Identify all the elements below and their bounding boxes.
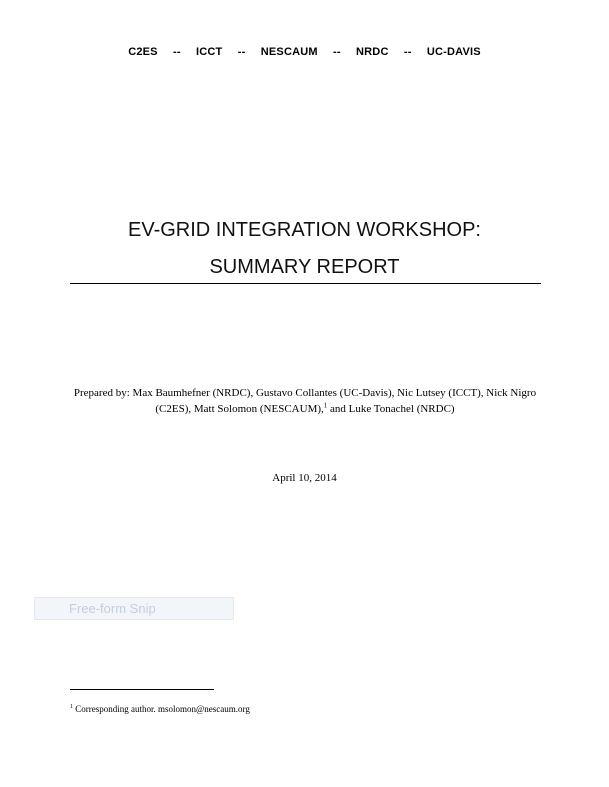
org-separator: -- xyxy=(333,46,341,58)
prepared-by-authors: (C2ES), Matt Solomon (NESCAUM), xyxy=(155,403,324,415)
footnote-divider xyxy=(70,689,214,690)
org-separator: -- xyxy=(237,46,246,58)
footnote-reference: 1 xyxy=(323,401,328,410)
footnote-marker: 1 xyxy=(70,704,73,710)
report-title-line-2: SUMMARY REPORT xyxy=(209,256,400,278)
prepared-by-line-2 xyxy=(68,401,542,417)
prepared-by-line-1: Prepared by: Max Baumhefner (NRDC), Gustavo Collantes (UC-Davis), Nic Lutsey (ICCT), Nick Nigro xyxy=(73,387,537,399)
prepared-by-block xyxy=(68,385,542,417)
report-title-line-1: EV-GRID INTEGRATION WORKSHOP: xyxy=(128,219,481,241)
free-form-snip-overlay[interactable] xyxy=(34,597,234,620)
org-nescaum: NESCAUM xyxy=(260,46,318,58)
footnote xyxy=(70,704,250,714)
org-separator: -- xyxy=(173,46,181,58)
org-uc-davis: UC-DAVIS xyxy=(426,46,481,58)
org-separator: -- xyxy=(403,46,412,58)
snip-label: Free-form Snip xyxy=(69,601,156,616)
footnote-text: Corresponding author. msolomon@nescaum.org xyxy=(73,704,250,714)
org-c2es: C2ES xyxy=(128,46,158,58)
title-divider xyxy=(70,283,541,284)
org-nrdc: NRDC xyxy=(356,46,389,58)
organization-header xyxy=(0,46,609,58)
prepared-by-authors-end: and Luke Tonachel (NRDC) xyxy=(327,403,455,415)
report-date: April 10, 2014 xyxy=(272,472,337,484)
org-icct: ICCT xyxy=(196,46,223,58)
